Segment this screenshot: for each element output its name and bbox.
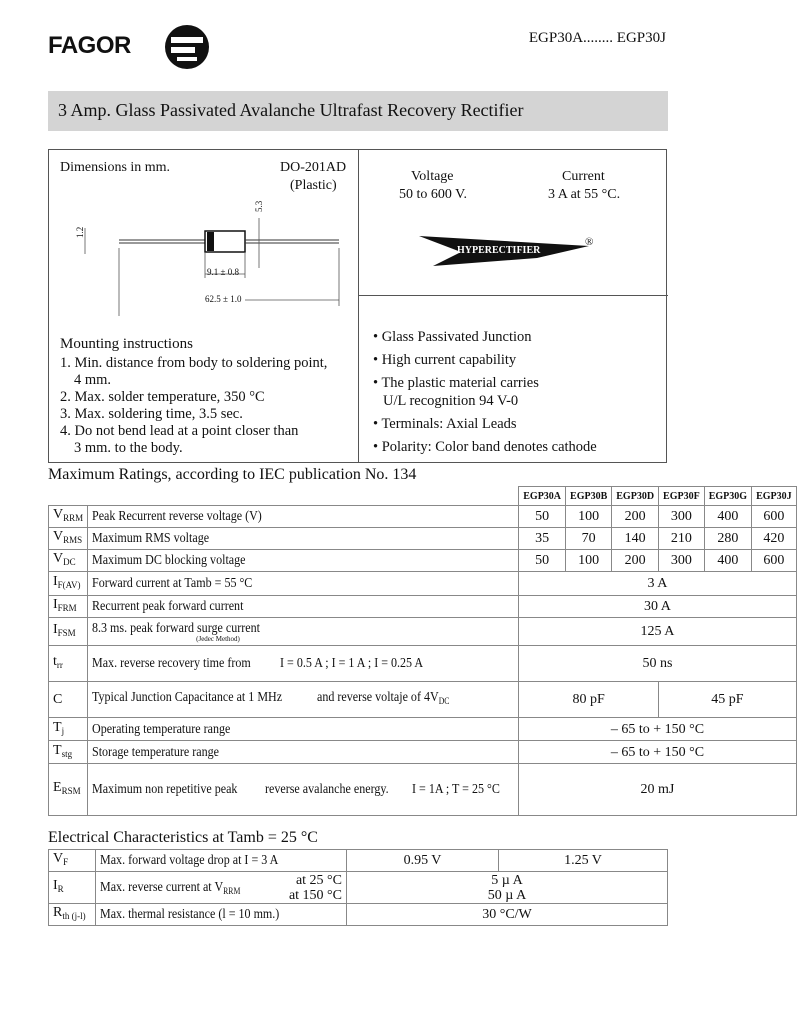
value-cell: 80 pF [519, 682, 659, 718]
table-header-row [49, 487, 797, 506]
lead-length-dim: 62.5 ± 1.0 [205, 294, 242, 304]
symbol: $t_{rr}$ [49, 646, 88, 682]
voltage-value: 50 to 600 V. [399, 187, 467, 202]
title-bar [48, 91, 668, 131]
column-header: EGP30B [566, 487, 612, 506]
feature-item: • Terminals: Axial Leads [373, 416, 517, 432]
column-header: EGP30J [752, 487, 797, 506]
table-row [49, 741, 797, 764]
table-row [49, 550, 797, 572]
table-row [49, 506, 797, 528]
description: Max. reverse current at $V_{RRM}$ at 25 °C at 150 °C [96, 872, 347, 904]
symbol: C [49, 682, 88, 718]
mounting-list [60, 355, 327, 457]
value-cell: 200 [612, 550, 659, 572]
table-row [49, 572, 797, 596]
symbol: $I_R$ [49, 872, 96, 904]
logo-text: FAGOR [48, 32, 131, 59]
description: Peak Recurrent reverse voltage (V) [88, 506, 519, 528]
value-cell: – 65 to + 150 °C [519, 718, 796, 741]
column-header: EGP30G [704, 487, 751, 506]
symbol: $T_{stg}$ [49, 741, 88, 764]
value-cell: – 65 to + 150 °C [519, 741, 796, 764]
value-cell: 125 A [519, 618, 796, 646]
value-cell: 140 [612, 528, 659, 550]
column-header: EGP30A [519, 487, 566, 506]
hyperectifier-text: HYPERECTIFIER [457, 245, 541, 256]
value-cell: 45 pF [659, 682, 797, 718]
table-row [49, 764, 797, 816]
description: 8.3 ms. peak forward surge current (Jedec Method) [88, 618, 519, 646]
body-length-dim: 9.1 ± 0.8 [207, 267, 239, 277]
max-ratings-title: Maximum Ratings, according to IEC publication No. 134 [48, 466, 417, 483]
feature-item: • The plastic material carries [373, 375, 539, 391]
electrical-title: Electrical Characteristics at Tamb = 25 °C [48, 829, 318, 846]
mounting-item: 2. Max. solder temperature, 350 °C [60, 389, 265, 405]
description: Maximum non repetitive peak reverse avalanche energy. I = 1A ; T = 25 °C [88, 764, 519, 816]
table-row [49, 850, 668, 872]
description: Max. thermal resistance (l = 10 mm.) [96, 904, 347, 926]
column-header: EGP30F [659, 487, 705, 506]
table-row [49, 596, 797, 618]
value-cell: 50 [519, 506, 566, 528]
symbol: $V_{DC}$ [49, 550, 88, 572]
symbol: $V_{RRM}$ [49, 506, 88, 528]
value-cell: 50 [519, 550, 566, 572]
body-diameter-dim: 5.3 [254, 200, 264, 212]
value-cell: 600 [752, 506, 797, 528]
symbol: $V_F$ [49, 850, 96, 872]
description: Recurrent peak forward current [88, 596, 519, 618]
registered-mark: ® [585, 236, 594, 248]
table-row [49, 646, 797, 682]
symbol: $I_{FSM}$ [49, 618, 88, 646]
symbol: $R_{th (j-l)}$ [49, 904, 96, 926]
table-row [49, 682, 797, 718]
value-cell: 35 [519, 528, 566, 550]
value-cell: 400 [704, 550, 751, 572]
description: Storage temperature range [88, 741, 519, 764]
symbol: $E_{RSM}$ [49, 764, 88, 816]
description: Max. forward voltage drop at I = 3 A [96, 850, 347, 872]
mounting-item: 1. Min. distance from body to soldering point, [60, 355, 328, 371]
value-cell: 3 A [519, 572, 796, 596]
description: Forward current at Tamb = 55 °C [88, 572, 519, 596]
description: Max. reverse recovery time from I = 0.5 A ; I = 1 A ; I = 0.25 A [88, 646, 519, 682]
value-cell: 70 [566, 528, 612, 550]
value-cell: 400 [704, 506, 751, 528]
symbol: $V_{RMS}$ [49, 528, 88, 550]
electrical-table [48, 849, 668, 926]
max-ratings-table [48, 486, 797, 816]
mounting-item: 4 mm. [74, 372, 112, 388]
value-cell: 20 mJ [519, 764, 796, 816]
divider [358, 150, 359, 462]
value-cell: 30 °C/W [347, 904, 668, 926]
divider [358, 295, 668, 296]
symbol: $T_j$ [49, 718, 88, 741]
fagor-logo [48, 24, 213, 70]
lead-diameter-dim: 1.2 [75, 226, 85, 238]
value-cell: 5 µ A 50 µ A [347, 872, 668, 904]
value-cell: 100 [566, 506, 612, 528]
value-cell: 600 [752, 550, 797, 572]
feature-item: • High current capability [373, 352, 517, 368]
voltage-label: Voltage [411, 169, 454, 184]
table-row [49, 904, 668, 926]
description: Typical Junction Capacitance at 1 MHz and reverse voltaje of $4V_{DC}$ [88, 682, 519, 718]
page-title: 3 Amp. Glass Passivated Avalanche Ultrafast Recovery Rectifier [58, 100, 524, 120]
value-cell: 280 [704, 528, 751, 550]
value-cell: 200 [612, 506, 659, 528]
features-list [373, 328, 597, 456]
case-note: (Plastic) [290, 178, 337, 193]
info-box [48, 149, 667, 463]
part-range: EGP30A........ EGP30J [528, 30, 666, 46]
value-cell: 0.95 V [347, 850, 499, 872]
description: Operating temperature range [88, 718, 519, 741]
symbol: $I_{F(AV)}$ [49, 572, 88, 596]
mounting-title: Mounting instructions [60, 336, 193, 352]
value-cell: 100 [566, 550, 612, 572]
feature-item: U/L recognition 94 V-0 [383, 393, 519, 409]
table-row [49, 528, 797, 550]
table-row [49, 718, 797, 741]
mounting-item: 4. Do not bend lead at a point closer than [60, 423, 299, 439]
value-cell: 300 [659, 550, 705, 572]
case-type: DO-201AD [280, 160, 347, 175]
mounting-item: 3. Max. soldering time, 3.5 sec. [60, 406, 243, 422]
value-cell: 50 ns [519, 646, 796, 682]
symbol: $I_{FRM}$ [49, 596, 88, 618]
value-cell: 30 A [519, 596, 796, 618]
value-cell: 1.25 V [499, 850, 668, 872]
description: Maximum DC blocking voltage [88, 550, 519, 572]
fagor-emblem-icon [163, 24, 211, 70]
mounting-item: 3 mm. to the body. [74, 440, 183, 456]
current-label: Current [562, 169, 605, 184]
column-header: EGP30D [612, 487, 659, 506]
value-cell: 210 [659, 528, 705, 550]
feature-item: • Polarity: Color band denotes cathode [373, 439, 597, 455]
value-cell: 300 [659, 506, 705, 528]
table-row [49, 618, 797, 646]
feature-item: • Glass Passivated Junction [373, 329, 532, 345]
table-row [49, 872, 668, 904]
current-value: 3 A at 55 °C. [548, 187, 621, 202]
dimensions-label: Dimensions in mm. [60, 160, 171, 175]
value-cell: 420 [752, 528, 797, 550]
description: Maximum RMS voltage [88, 528, 519, 550]
